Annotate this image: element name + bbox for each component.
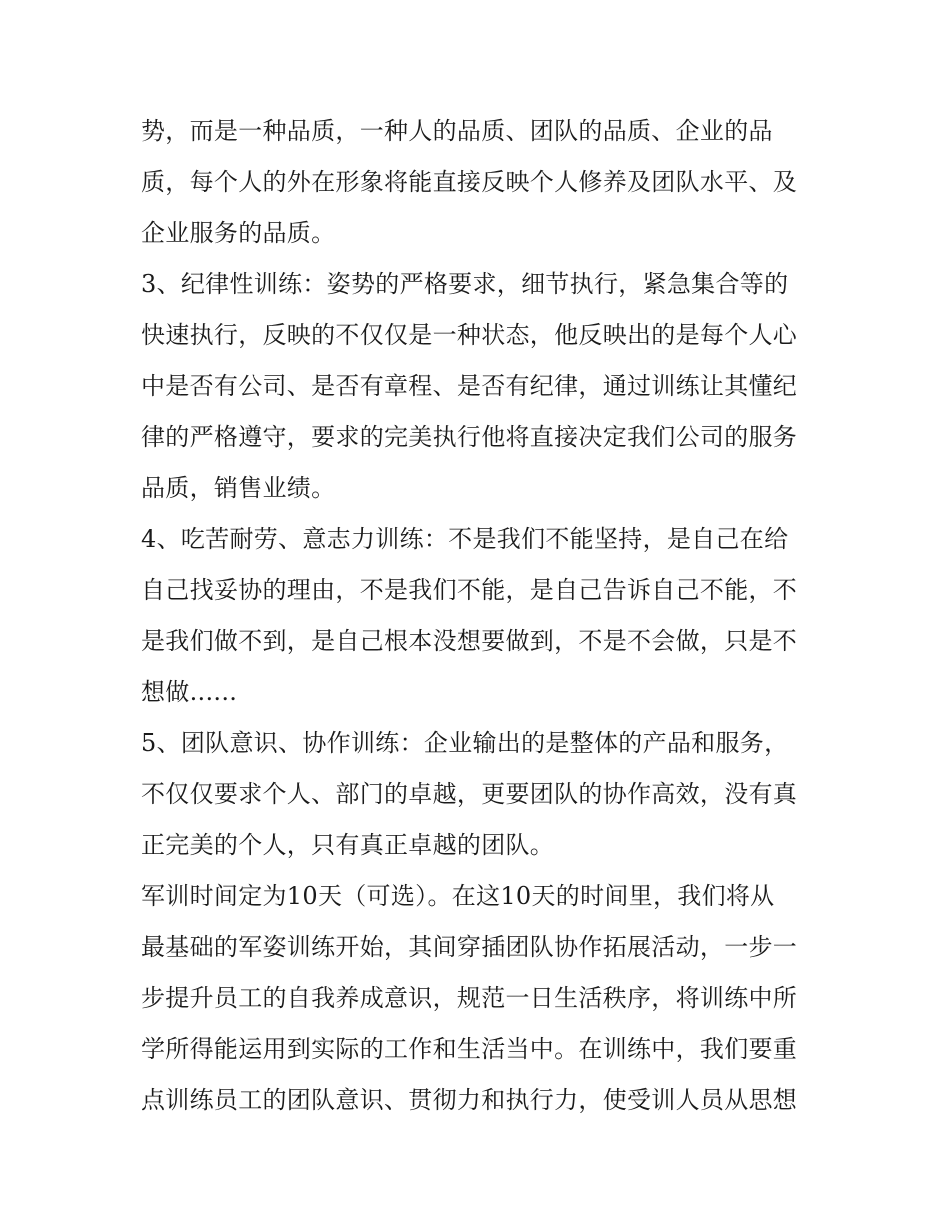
text-line: 最基础的军姿训练开始，其间穿插团队协作拓展活动，一步一 bbox=[141, 933, 798, 961]
text-line: 势，而是一种品质，一种人的品质、团队的品质、企业的品 bbox=[141, 117, 773, 145]
text-line: 中是否有公司、是否有章程、是否有纪律，通过训练让其懂纪 bbox=[141, 372, 798, 400]
text-line: 企业服务的品质。 bbox=[141, 219, 336, 247]
text-line: 想做...... bbox=[141, 678, 238, 706]
text-line: 正完美的个人，只有真正卓越的团队。 bbox=[141, 831, 555, 859]
text-line: 步提升员工的自我养成意识，规范一日生活秩序，将训练中所 bbox=[141, 984, 798, 1012]
text-line: 是我们做不到，是自己根本没想要做到，不是不会做，只是不 bbox=[141, 627, 798, 655]
text-line: 自己找妥协的理由，不是我们不能，是自己告诉自己不能，不 bbox=[141, 576, 798, 604]
text-line: 5、团队意识、协作训练：企业输出的是整体的产品和服务， bbox=[141, 729, 789, 757]
text-line: 快速执行，反映的不仅仅是一种状态，他反映出的是每个人心 bbox=[141, 321, 798, 349]
text-line: 律的严格遵守，要求的完美执行他将直接决定我们公司的服务 bbox=[141, 423, 798, 451]
text-line: 点训练员工的团队意识、贯彻力和执行力，使受训人员从思想 bbox=[141, 1086, 798, 1114]
text-line: 3、纪律性训练：姿势的严格要求，细节执行，紧急集合等的 bbox=[141, 270, 789, 298]
text-line: 品质，销售业绩。 bbox=[141, 474, 336, 502]
text-line: 4、吃苦耐劳、意志力训练：不是我们不能坚持，是自己在给 bbox=[141, 525, 789, 553]
text-line: 不仅仅要求个人、部门的卓越，更要团队的协作高效，没有真 bbox=[141, 780, 798, 808]
text-line: 军训时间定为10天（可选）。在这10天的时间里，我们将从 bbox=[141, 882, 775, 910]
document-body bbox=[141, 106, 813, 1126]
text-line: 学所得能运用到实际的工作和生活当中。在训练中，我们要重 bbox=[141, 1035, 798, 1063]
text-line: 质，每个人的外在形象将能直接反映个人修养及团队水平、及 bbox=[141, 168, 798, 196]
